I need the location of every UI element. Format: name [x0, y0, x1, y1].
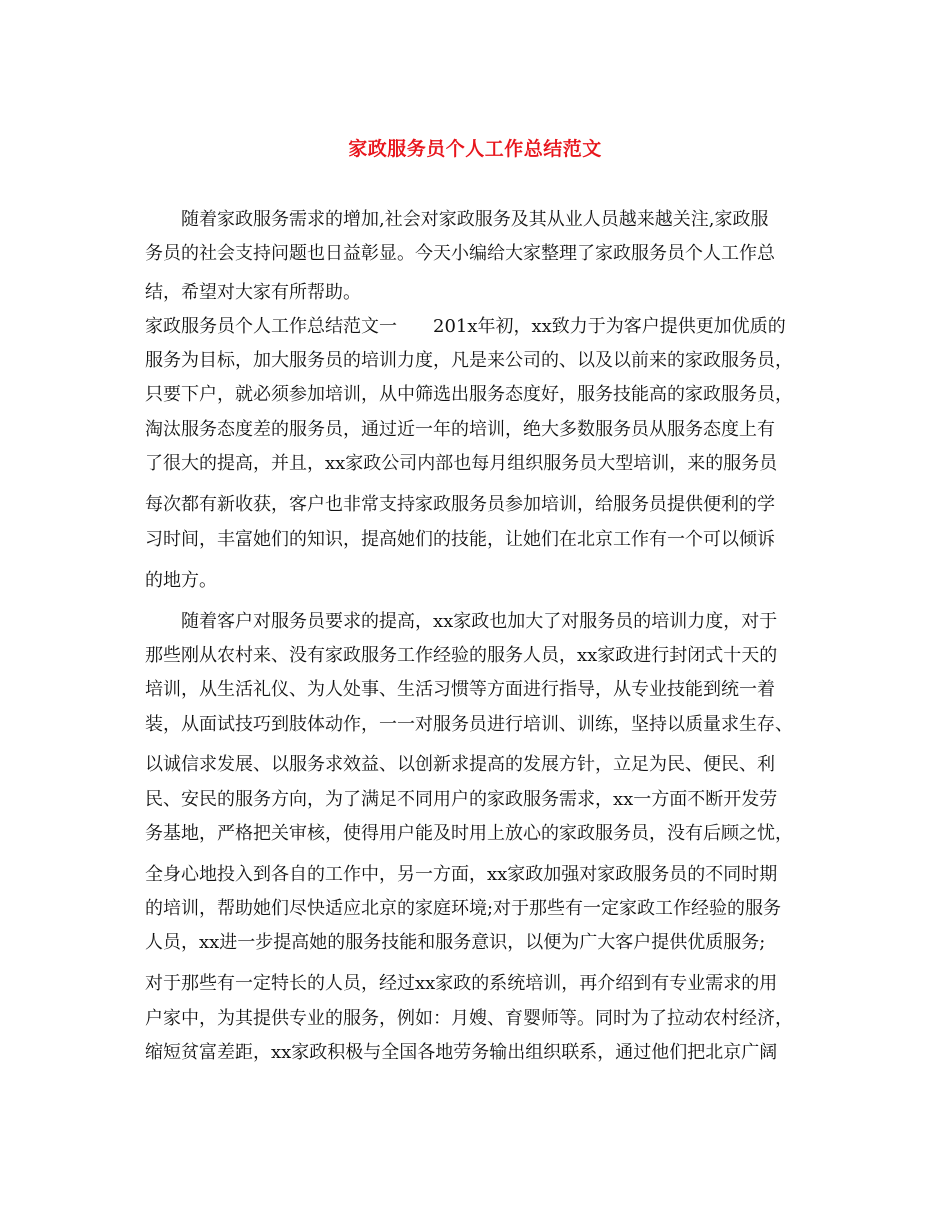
paragraph-line: 了很大的提高，并且，xx家政公司内部也每月组织服务员大型培训，来的服务员: [145, 453, 778, 474]
paragraph-line: 的培训，帮助她们尽快适应北京的家庭环境;对于那些有一定家政工作经验的服务: [145, 898, 782, 919]
paragraph-line: 服务为目标，加大服务员的培训力度，凡是来公司的、以及以前来的家政服务员，: [145, 350, 793, 371]
paragraph-line: 培训，从生活礼仪、为人处事、生活习惯等方面进行指导，从专业技能到统一着: [145, 679, 775, 700]
paragraph-line: 随着客户对服务员要求的提高，xx家政也加大了对服务员的培训力度，对于: [181, 611, 778, 632]
paragraph-line: 人员，xx进一步提高她的服务技能和服务意识，以便为广大客户提供优质服务;: [145, 932, 766, 953]
paragraph-line: 每次都有新收获，客户也非常支持家政服务员参加培训，给服务员提供便利的学: [145, 494, 775, 515]
paragraph-line: 民、安民的服务方向，为了满足不同用户的家政服务需求，xx一方面不断开发劳: [145, 789, 778, 810]
paragraph-line: 对于那些有一定特长的人员，经过xx家政的系统培训，再介绍到有专业需求的用: [145, 973, 778, 994]
document-title: 家政服务员个人工作总结范文: [348, 138, 602, 160]
paragraph-line: 务基地，严格把关审核，使得用户能及时用上放心的家政服务员，没有后顾之忧，: [145, 823, 793, 844]
paragraph-line: 缩短贫富差距，xx家政积极与全国各地劳务输出组织联系，通过他们把北京广阔: [145, 1042, 778, 1063]
paragraph-line: 随着家政服务需求的增加,社会对家政服务及其从业人员越来越关注,家政服: [181, 209, 769, 230]
paragraph-line: 结，希望对大家有所帮助。: [145, 282, 361, 303]
paragraph-line: 装，从面试技巧到肢体动作，一一对服务员进行培训、训练，坚持以质量求生存、: [145, 714, 793, 735]
paragraph-line: 户家中，为其提供专业的服务，例如：月嫂、育婴师等。同时为了拉动农村经济，: [145, 1008, 793, 1029]
paragraph-line: 家政服务员个人工作总结范文一 201x年初，xx致力于为客户提供更加优质的: [145, 316, 786, 337]
paragraph-line: 那些刚从农村来、没有家政服务工作经验的服务人员，xx家政进行封闭式十天的: [145, 645, 778, 666]
paragraph-line: 淘汰服务态度差的服务员，通过近一年的培训，绝大多数服务员从服务态度上有: [145, 419, 775, 440]
paragraph-line: 务员的社会支持问题也日益彰显。今天小编给大家整理了家政服务员个人工作总: [145, 243, 775, 264]
paragraph-line: 全身心地投入到各自的工作中，另一方面，xx家政加强对家政服务员的不同时期: [145, 864, 778, 885]
paragraph-line: 只要下户，就必须参加培训，从中筛选出服务态度好，服务技能高的家政服务员，: [145, 384, 793, 405]
paragraph-line: 以诚信求发展、以服务求效益、以创新求提高的发展方针，立足为民、便民、利: [145, 754, 775, 775]
paragraph-line: 的地方。: [145, 570, 217, 591]
paragraph-line: 习时间，丰富她们的知识，提高她们的技能，让她们在北京工作有一个可以倾诉: [145, 529, 775, 550]
